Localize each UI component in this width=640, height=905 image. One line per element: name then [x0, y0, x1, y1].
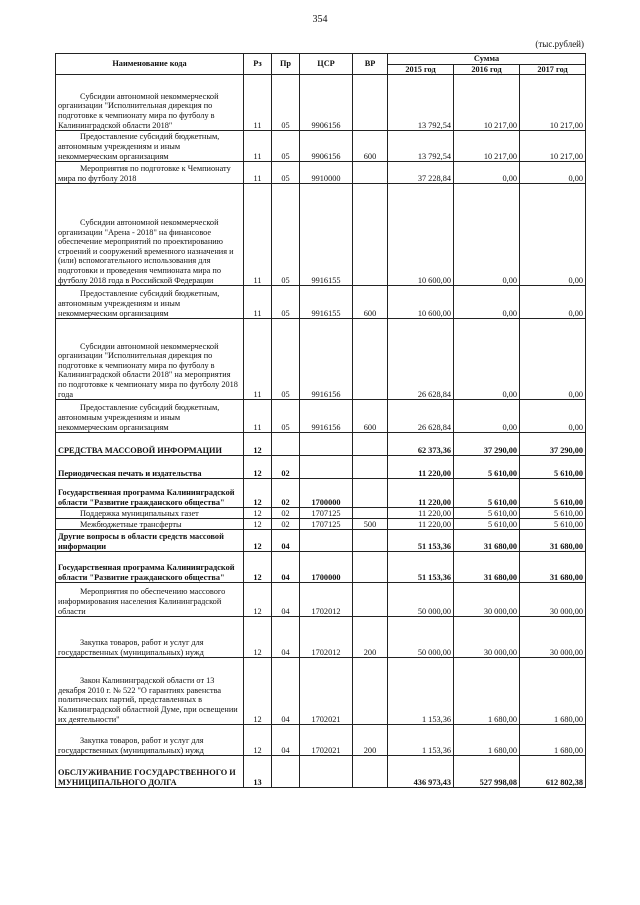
row-rz: 12	[244, 725, 272, 756]
row-pr: 02	[272, 508, 300, 519]
row-csr	[300, 530, 353, 552]
table-row	[56, 583, 586, 617]
row-name: Периодическая печать и издательства	[56, 456, 244, 479]
row-amount-2016: 37 290,00	[454, 433, 520, 456]
row-name-text: Закон Калининградской области от 13 декабря 2010 г. № 522 "О гарантиях равенства политических партий, представленных в Калининградской областной Думе, при освещении их деятельности"	[58, 676, 238, 724]
row-csr: 1702012	[300, 583, 353, 617]
row-amount-2016: 5 610,00	[454, 508, 520, 519]
row-pr: 05	[272, 286, 300, 319]
row-name-text: Мероприятия по подготовке к Чемпионату мира по футболу 2018	[58, 164, 231, 183]
row-amount-2017: 10 217,00	[520, 75, 586, 131]
table-row	[56, 75, 586, 131]
table-row	[56, 286, 586, 319]
row-pr: 02	[272, 456, 300, 479]
row-name	[56, 617, 244, 658]
row-amount-2017: 1 680,00	[520, 725, 586, 756]
row-amount-2015: 50 000,00	[388, 583, 454, 617]
row-amount-2016: 10 217,00	[454, 75, 520, 131]
header-pr: Пр	[272, 54, 300, 75]
table-row	[56, 162, 586, 184]
row-name: ОБСЛУЖИВАНИЕ ГОСУДАРСТВЕННОГО И МУНИЦИПАЛЬНОГО ДОЛГА	[56, 756, 244, 788]
row-name-text: Предоставление субсидий бюджетным, автономным учреждениям и иным некоммерческим организациям	[58, 403, 220, 432]
row-pr: 04	[272, 552, 300, 583]
header-2017: 2017 год	[520, 64, 586, 75]
row-name: СРЕДСТВА МАССОВОЙ ИНФОРМАЦИИ	[56, 433, 244, 456]
row-amount-2016: 0,00	[454, 184, 520, 286]
row-pr: 05	[272, 319, 300, 400]
page-number: 354	[312, 14, 328, 25]
row-pr: 05	[272, 162, 300, 184]
row-csr	[300, 756, 353, 788]
row-vr	[353, 456, 388, 479]
table-row	[56, 508, 586, 519]
table-row	[56, 184, 586, 286]
row-name	[56, 725, 244, 756]
header-2016: 2016 год	[454, 64, 520, 75]
table-row	[56, 519, 586, 530]
row-amount-2017: 30 000,00	[520, 583, 586, 617]
row-amount-2015: 11 220,00	[388, 519, 454, 530]
row-rz: 11	[244, 319, 272, 400]
row-csr	[300, 456, 353, 479]
row-amount-2017: 5 610,00	[520, 508, 586, 519]
row-name-text: Мероприятия по обеспечению массового информирования населения Калининградской области	[58, 587, 226, 616]
row-pr: 02	[272, 519, 300, 530]
row-name	[56, 519, 244, 530]
table-header	[56, 54, 586, 75]
row-vr	[353, 319, 388, 400]
row-vr	[353, 75, 388, 131]
header-2015: 2015 год	[388, 64, 454, 75]
row-amount-2017: 1 680,00	[520, 658, 586, 725]
row-amount-2015: 436 973,43	[388, 756, 454, 788]
row-csr: 9916155	[300, 184, 353, 286]
units-label: (тыс.рублей)	[535, 39, 584, 49]
row-rz: 12	[244, 508, 272, 519]
row-rz: 12	[244, 617, 272, 658]
row-amount-2015: 51 153,36	[388, 530, 454, 552]
row-amount-2016: 1 680,00	[454, 658, 520, 725]
row-amount-2015: 11 220,00	[388, 479, 454, 508]
row-pr: 04	[272, 725, 300, 756]
row-rz: 12	[244, 552, 272, 583]
header-rz: Рз	[244, 54, 272, 75]
header-sum: Сумма	[388, 54, 586, 65]
row-pr	[272, 756, 300, 788]
row-amount-2015: 50 000,00	[388, 617, 454, 658]
row-amount-2016: 0,00	[454, 286, 520, 319]
row-rz: 12	[244, 658, 272, 725]
row-pr: 04	[272, 658, 300, 725]
row-pr: 04	[272, 617, 300, 658]
row-vr	[353, 756, 388, 788]
row-name	[56, 286, 244, 319]
row-csr: 1702021	[300, 725, 353, 756]
row-name-text: Закупка товаров, работ и услуг для государственных (муниципальных) нужд	[58, 638, 204, 657]
row-pr: 02	[272, 479, 300, 508]
header-name: Наименование кода	[56, 54, 244, 75]
row-name: Другие вопросы в области средств массовой информации	[56, 530, 244, 552]
row-vr	[353, 184, 388, 286]
row-amount-2016: 0,00	[454, 162, 520, 184]
table-row	[56, 617, 586, 658]
row-vr: 200	[353, 617, 388, 658]
row-rz: 13	[244, 756, 272, 788]
row-name-text: Поддержка муниципальных газет	[80, 508, 199, 518]
row-csr: 9916156	[300, 319, 353, 400]
row-pr: 05	[272, 400, 300, 433]
row-name	[56, 508, 244, 519]
row-amount-2015: 10 600,00	[388, 286, 454, 319]
row-csr: 1700000	[300, 552, 353, 583]
table-row	[56, 456, 586, 479]
row-amount-2015: 62 373,36	[388, 433, 454, 456]
row-amount-2015: 11 220,00	[388, 456, 454, 479]
row-rz: 11	[244, 286, 272, 319]
row-amount-2015: 1 153,36	[388, 658, 454, 725]
table-row	[56, 131, 586, 162]
row-name	[56, 583, 244, 617]
row-amount-2017: 612 802,38	[520, 756, 586, 788]
row-amount-2015: 26 628,84	[388, 319, 454, 400]
row-amount-2015: 1 153,36	[388, 725, 454, 756]
row-amount-2017: 31 680,00	[520, 552, 586, 583]
row-csr: 9916155	[300, 286, 353, 319]
row-amount-2017: 0,00	[520, 184, 586, 286]
row-amount-2015: 11 220,00	[388, 508, 454, 519]
row-vr	[353, 583, 388, 617]
table-row	[56, 725, 586, 756]
row-pr	[272, 433, 300, 456]
row-rz: 12	[244, 583, 272, 617]
row-vr	[353, 162, 388, 184]
row-csr: 1707125	[300, 519, 353, 530]
row-amount-2015: 37 228,84	[388, 162, 454, 184]
row-amount-2016: 5 610,00	[454, 456, 520, 479]
row-name	[56, 131, 244, 162]
row-name-text: Предоставление субсидий бюджетным, автономным учреждениям и иным некоммерческим организациям	[58, 289, 220, 318]
row-amount-2015: 13 792,54	[388, 131, 454, 162]
row-rz: 12	[244, 479, 272, 508]
row-pr: 05	[272, 75, 300, 131]
row-pr: 05	[272, 131, 300, 162]
row-rz: 11	[244, 162, 272, 184]
row-csr: 1700000	[300, 479, 353, 508]
row-amount-2016: 1 680,00	[454, 725, 520, 756]
row-pr: 04	[272, 530, 300, 552]
row-vr	[353, 530, 388, 552]
row-amount-2015: 13 792,54	[388, 75, 454, 131]
row-amount-2016: 10 217,00	[454, 131, 520, 162]
table-row	[56, 530, 586, 552]
row-name-text: Закупка товаров, работ и услуг для государственных (муниципальных) нужд	[58, 736, 204, 755]
row-vr	[353, 433, 388, 456]
row-amount-2015: 26 628,84	[388, 400, 454, 433]
row-rz: 11	[244, 184, 272, 286]
header-vr: ВР	[353, 54, 388, 75]
row-amount-2016: 31 680,00	[454, 530, 520, 552]
row-rz: 11	[244, 75, 272, 131]
row-rz: 12	[244, 456, 272, 479]
row-vr	[353, 658, 388, 725]
row-vr: 200	[353, 725, 388, 756]
row-csr: 9916156	[300, 400, 353, 433]
row-csr: 1707125	[300, 508, 353, 519]
row-pr: 04	[272, 583, 300, 617]
row-amount-2017: 10 217,00	[520, 131, 586, 162]
row-vr	[353, 552, 388, 583]
row-name-text: Предоставление субсидий бюджетным, автономным учреждениям и иным некоммерческим организациям	[58, 132, 220, 161]
row-name	[56, 658, 244, 725]
row-amount-2016: 0,00	[454, 400, 520, 433]
row-amount-2016: 31 680,00	[454, 552, 520, 583]
row-vr: 600	[353, 400, 388, 433]
row-amount-2017: 30 000,00	[520, 617, 586, 658]
table-row	[56, 658, 586, 725]
row-csr: 9906156	[300, 75, 353, 131]
row-amount-2016: 5 610,00	[454, 479, 520, 508]
table-row	[56, 756, 586, 788]
table-row	[56, 552, 586, 583]
table-body	[56, 75, 586, 788]
row-name-text: Субсидии автономной некоммерческой организации "Арена - 2018" на финансовое обеспечение мероприятий по проектированию строений и сооружений временного назначения и (или) вспомогательного использования для подготовки и проведения чемпионата мира по футболу 2018 года в Российской Федерации	[58, 218, 234, 285]
row-name-text: Субсидии автономной некоммерческой организации "Исполнительная дирекция по подготовке к чемпионату мира по футболу в Калининградской области 2018"	[58, 91, 219, 130]
row-amount-2016: 30 000,00	[454, 617, 520, 658]
header-csr: ЦСР	[300, 54, 353, 75]
row-rz: 11	[244, 131, 272, 162]
row-name-text: Субсидии автономной некоммерческой организации "Исполнительная дирекция по подготовке к чемпионату мира по футболу в Калининградской области 2018" на мероприятия по подготовке к чемпионату мира по футболу 2018 года	[58, 341, 238, 399]
row-rz: 12	[244, 433, 272, 456]
row-amount-2017: 0,00	[520, 319, 586, 400]
row-amount-2017: 31 680,00	[520, 530, 586, 552]
row-amount-2017: 5 610,00	[520, 456, 586, 479]
row-amount-2016: 5 610,00	[454, 519, 520, 530]
table-row	[56, 433, 586, 456]
row-amount-2015: 10 600,00	[388, 184, 454, 286]
row-name	[56, 162, 244, 184]
row-name	[56, 319, 244, 400]
row-name	[56, 75, 244, 131]
budget-table	[55, 53, 586, 788]
table-row	[56, 479, 586, 508]
row-vr: 500	[353, 519, 388, 530]
row-vr: 600	[353, 131, 388, 162]
table-row	[56, 400, 586, 433]
row-amount-2017: 5 610,00	[520, 479, 586, 508]
row-name	[56, 184, 244, 286]
row-amount-2017: 0,00	[520, 286, 586, 319]
row-name	[56, 400, 244, 433]
row-name-text: Межбюджетные трансферты	[80, 519, 182, 529]
row-rz: 12	[244, 530, 272, 552]
row-amount-2017: 5 610,00	[520, 519, 586, 530]
row-vr	[353, 479, 388, 508]
row-csr: 9906156	[300, 131, 353, 162]
row-pr: 05	[272, 184, 300, 286]
row-amount-2017: 0,00	[520, 400, 586, 433]
row-vr: 600	[353, 286, 388, 319]
row-vr	[353, 508, 388, 519]
row-csr: 1702012	[300, 617, 353, 658]
row-csr: 9910000	[300, 162, 353, 184]
row-name: Государственная программа Калининградской области "Развитие гражданского общества"	[56, 552, 244, 583]
row-csr: 1702021	[300, 658, 353, 725]
row-amount-2017: 37 290,00	[520, 433, 586, 456]
row-rz: 12	[244, 519, 272, 530]
row-csr	[300, 433, 353, 456]
row-amount-2016: 527 998,08	[454, 756, 520, 788]
row-amount-2016: 0,00	[454, 319, 520, 400]
table-row	[56, 319, 586, 400]
row-amount-2016: 30 000,00	[454, 583, 520, 617]
row-amount-2015: 51 153,36	[388, 552, 454, 583]
row-name: Государственная программа Калининградской области "Развитие гражданского общества"	[56, 479, 244, 508]
row-rz: 11	[244, 400, 272, 433]
row-amount-2017: 0,00	[520, 162, 586, 184]
